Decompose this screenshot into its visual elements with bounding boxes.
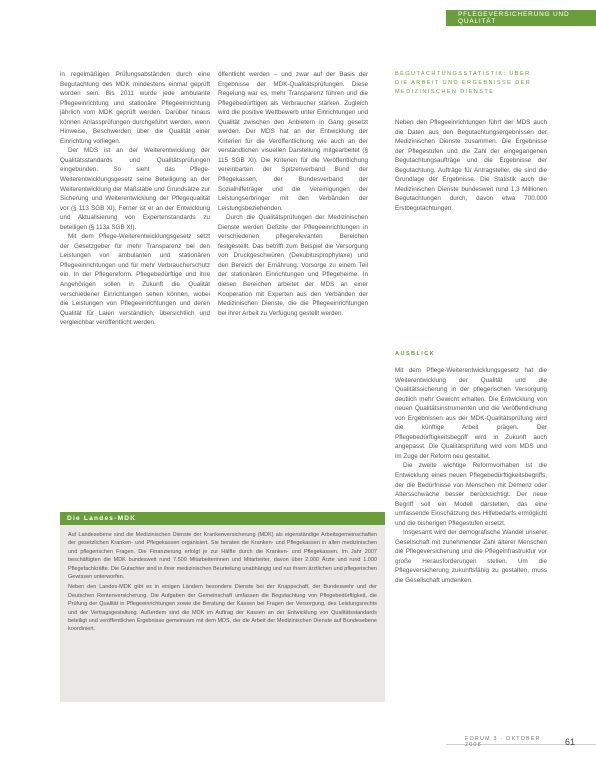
info-box-title: Die Landes-MDK	[60, 512, 385, 525]
paragraph: Durch die Qualitätsprüfungen der Medizinischen Dienste werden Defizite der Pflegeeinrichtungen in verschiedenen pflegerelevanten Bereichen festgestellt. Das betrifft zum Beispiel die Versorgung von Druckgeschwüren (Dekubitusprophylaxe) und den Bereich der Ernährung. Vorsorge zu einem Teil der stationären Einrichtungen und Pflegeheime. In diesen Bereichen arbeitet der MDS an einer Kooperation mit Experten aus den Verbänden der Medizinischen Dienste, die die Pflegeeinrichtungen bei ihrer Arbeit zu Verfügung gestellt werden.	[218, 214, 368, 317]
paragraph: öffentlicht werden – und zwar auf der Basis der Ergebnisse der MDK-Qualitätsprüfungen. Diese Regelung war es, mehr Transparenz führen und die Pflegebedürftigen als Verbraucher stärken. Zugleich wird die positive Wettbewerb unter Einrichtungen und Qualität zwischen den Anbietern in Gang gesetzt werden. Der MDS hat an der Entwicklung der Kriterien für die Veröffentlichung wie auch an der verständlichen visuellen Darstellung mitgearbeitet (§ 115 SGB XI). Die Kriterien für die Veröffentlichung vereinbarten der Spitzenverband Bund der Pflegekassen, der Bundesverband der Sozialhilfeträger und die Vereinigungen der Leistungserbringer mit den Verbänden der Leistungsbeziehenden.	[218, 71, 368, 212]
section-badge	[446, 10, 596, 26]
body-column-3	[395, 118, 547, 248]
section-badge-label: PFLEGEVERSICHERUNG UND QUALITÄT	[458, 11, 570, 25]
section-heading-ausblick: AUSBLICK	[395, 351, 436, 357]
paragraph: Mit dem Pflege-Weiterentwicklungsgesetz hat die Weiterentwicklung der Qualität und die Qualitätssicherung in der pflegerischen Versorgung deutlich mehr Gewicht erhalten. Die Entwicklung von neuen Qualitätsinstrumenten und die Veröffentlichung von Ergebnissen aus der MDK-Qualitätsprüfung wird die künftige Arbeit prägen. Der Pflegebedürftigkeitsbegriff wird in Zukunft auch angepasst. Die Qualitätsprüfung wird vom MDS und im Zuge der Reform neu gestaltet.	[395, 367, 547, 460]
info-box-landes-mdk	[60, 512, 385, 702]
paragraph: Mit dem Pflege-Weiterentwicklungsgesetz setzt der Gesetzgeber für mehr Transparenz bei den Leistungen von ambulanten und stationären Pflegeeinrichtungen und für mehr Verbraucherschutz ein. In der Pflegereform. Pflegebedürftige und ihre Angehörigen sollen in Zukunft die Qualität verschiedener Einrichtungen sehen können, wobei die Leistungen von Pflegeeinrichtungen und deren Qualität für Laien verständlich, übersichtlich und vergleichbar veröffentlicht werden.	[60, 233, 210, 327]
body-column-1	[60, 70, 210, 510]
body-column-3-ausblick	[395, 366, 547, 721]
paragraph: Die zweite wichtige Reformvorhaben ist die Entwicklung eines neuen Pflegebedürftigkeitsbegriffs, der die Bedürfnisse von Menschen mit Demenz oder Altersschwäche besser berücksichtigt. Der neue Begriff soll ein Modell darstellen, das eine umfassende Einschätzung des Hilfebedarfs ermöglicht und die bisherigen Pflegestufen ersetzt.	[395, 462, 547, 527]
footer-issue: FORUM 3 · OKTOBER 2008	[465, 736, 541, 748]
paragraph: Der MDS ist an der Weiterentwicklung der Qualitätsstandards und Qualitätsprüfungen eingebunden. So sieht das Pflege-Weiterentwicklungsgesetz seine Beteiligung an der Weiterentwicklung der Maßstäbe und Grundsätze zur Sicherung und Weiterentwicklung der Pflegequalität vor (§ 113 SGB XI). Ferner ist er an der Entwicklung und Aktualisierung von Expertenstandards zu beteiligen (§ 113a SGB XI).	[60, 147, 210, 231]
info-box-paragraph: Auf Landesebene sind die Medizinischen Dienste der Krankenversicherung (MDK) als eigenständige Arbeitsgemeinschaften der gesetzlichen Kranken- und Pflegekassen organisiert. Sie beraten die Kranken- und Pflegekassen in allen medizinischen und pflegerischen Fragen. Die Finanzierung erfolgt je zur Hälfte durch die Kranken- und Pflegekassen. Im Jahr 2007 beschäftigten die MDK bundesweit rund 7.500 Mitarbeiterinnen und Mitarbeiter, davon über 2.000 Ärzte und rund 1.000 Pflegefachkräfte. Die Gutachter sind in ihrer medizinischen Beurteilung unabhängig und nur ihrem ärztlichen und pflegerischen Gewissen unterworfen.	[68, 532, 377, 581]
info-box-body	[60, 525, 385, 634]
paragraph: Neben den Pflegeeinrichtungen führt der MDS auch die Daten aus den Begutachtungsergebnissen der Medizinischen Dienste zusammen. Die Ergebnisse der Pflegestufen und die Zahl der eingegangenen Begutachtungsaufträge und die Ergebnisse der Begutachtung. Aufträge für Antragsteller, die sind die Grundlage der Ergebnisse. Die Statistik auch die Medizinischen Dienste bundesweit rund 1,3 Millionen Begutachtungen durch, davon etwa 700.000 Erstbegutachtungen.	[395, 119, 547, 212]
paragraph: Insgesamt wird der demografische Wandel unserer Gesellschaft mit zunehmender Zahl älterer Menschen die Pflegeversicherung und die Pflegeinfrastruktur vor große Herausforderungen stellen. Um die Pflegeversicherung zukunftsfähig zu gestalten, muss die Gesellschaft umdenken.	[395, 529, 547, 585]
info-box-paragraph: Neben den Landes-MDK gibt es in einigen Ländern besondere Dienste bei der Knappschaft, der Bundeswehr und der Deutschen Rentenversicherung. Die Aufgaben der Gemeinschaft umfassen die Begutachtung von Pflegebedürftigkeit, die Prüfung der Qualität in Pflegeeinrichtungen sowie die Beratung der Kassen bei Fragen der Versorgung, des Leistungsrechts und der Vertragsgestaltung. Außerdem sind die MDK im Auftrag der Kassen an der Entwicklung von Qualitätsstandards beteiligt und veröffentlichen Ergebnisse gemeinsam mit dem MDS, der die Arbeit der Medizinischen Dienste auf Bundesebene koordiniert.	[68, 584, 377, 633]
page-footer	[465, 735, 575, 749]
page-number: 61	[564, 737, 575, 747]
paragraph: in regelmäßigen Prüfungsabständen durch eine Begutachtung des MDK mindestens einmal geprüft worden sein. Bis 2011 wurde jede ambulante Pflegeeinrichtung und stationäre Pflegeeinrichtung jährlich vom MDK geprüft werden. Darüber hinaus können Anlassprüfungen durchgeführt werden, wenn Hinweise, Beschwerden über die Qualität einer Einrichtung vorliegen.	[60, 71, 210, 145]
section-heading-statistics: BEGUTACHTUNGSSTATISTIK: ÜBER DIE ARBEIT UND ERGEBNISSE DER MEDIZINISCHEN DIENSTE	[395, 71, 532, 95]
body-column-2	[218, 70, 368, 510]
